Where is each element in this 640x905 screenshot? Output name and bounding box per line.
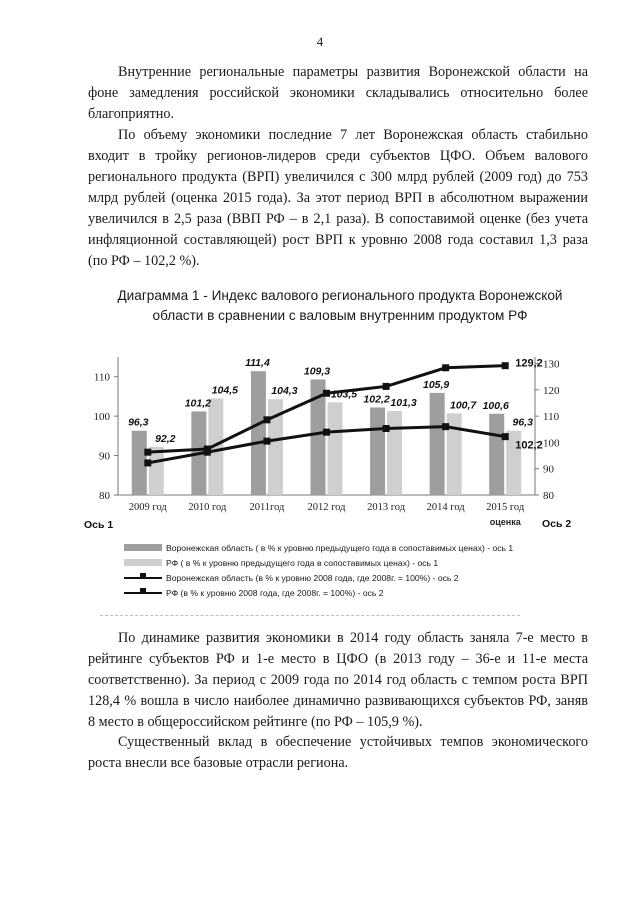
category-label: 2014 год [426, 502, 465, 513]
divider [100, 615, 520, 616]
voronezh-index-marker [323, 390, 330, 397]
category-label: 2012 год [307, 502, 346, 513]
legend-swatch [124, 577, 162, 579]
paragraph-3: По динамике развития экономики в 2014 году область заняла 7-е место в рейтинге субъектов РФ и 1-е место в ЦФО (в 2013 году – 36-е и 11-е места соответственно). За период с 2009 года по 2014 год область с темпом роста ВРП 128,4 % вошла в число наиболее динамично развивающихся субъектов РФ, заняв 8 место в общероссийском рейтинге (по РФ – 105,9 %). [88, 630, 588, 730]
bar-voronezh [430, 393, 445, 495]
line-end-label-rf: 102,2 [515, 439, 543, 452]
bar-label-rf: 96,3 [512, 416, 533, 429]
bar-label-rf: 100,7 [450, 399, 477, 412]
legend-swatch [124, 544, 162, 551]
bar-rf [387, 411, 402, 495]
bar-label-rf: 92,2 [155, 432, 176, 445]
bar-label-voronezh: 111,4 [245, 357, 270, 370]
paragraph-2: По объему экономики последние 7 лет Воронежская область стабильно входит в тройку регионов-лидеров среди субъектов ЦФО. Объем валового регионального продукта (ВРП) увеличился с 300 млрд рублей (2009 год) до 753 млрд рублей (оценка 2015 года). За этот период ВРП в абсолютном выражении увеличился в 2,5 раза (ВВП РФ – в 2,1 раза). В сопоставимой оценке (без учета инфляционной составляющей) рост ВРП к уровню 2008 года составил 1,3 раза (по РФ – 102,2 %). [88, 127, 588, 269]
right-tick-label: 110 [543, 411, 560, 424]
category-label: 2009 год [128, 502, 167, 513]
category-label: 2015 год [486, 502, 525, 513]
legend-entry-voronezh-bar [124, 540, 594, 555]
category-label: 2011год [249, 502, 285, 513]
bar-label-voronezh: 102,2 [363, 393, 390, 406]
axis-2-label: Ось 2 [542, 518, 572, 530]
bar-label-voronezh: 96,3 [128, 416, 149, 429]
voronezh-index-marker [502, 362, 509, 369]
left-tick-label: 110 [93, 371, 110, 384]
bar-label-voronezh: 101,2 [184, 397, 211, 410]
voronezh-index-marker [204, 446, 211, 453]
voronezh-index-marker [383, 383, 390, 390]
category-label: 2013 год [367, 502, 406, 513]
legend-label: Воронежская область ( в % к уровню предыдущего года в сопоставимых ценах) - ось 1 [166, 542, 514, 553]
gdp-index-chart [80, 345, 600, 535]
figure-caption [100, 286, 580, 326]
left-tick-label: 90 [99, 450, 110, 463]
chart-legend [124, 540, 594, 600]
legend-swatch [124, 559, 162, 566]
figure-caption-line-1: Диаграмма 1 - Индекс валового регионального продукта Воронежской [117, 288, 563, 303]
bar-rf [328, 402, 343, 495]
bar-label-voronezh: 105,9 [423, 378, 450, 391]
voronezh-index-marker [263, 416, 270, 423]
voronezh-index-marker [442, 364, 449, 371]
right-tick-label: 90 [543, 463, 554, 476]
axis-1-label: Ось 1 [84, 519, 114, 531]
right-tick-label: 120 [543, 384, 560, 397]
right-tick-label: 130 [543, 358, 560, 371]
rf-index-marker [442, 423, 449, 430]
page-number: 4 [316, 34, 324, 49]
rf-index-marker [144, 459, 151, 466]
bar-label-voronezh: 100,6 [482, 399, 509, 412]
line-end-label-voronezh: 129,2 [515, 357, 543, 370]
right-tick-label: 80 [543, 490, 554, 502]
legend-entry-rf-bar [124, 555, 594, 570]
bar-label-voronezh: 109,3 [303, 365, 331, 378]
legend-entry-rf-line [124, 585, 594, 600]
bar-label-rf: 101,3 [390, 397, 417, 410]
figure-caption-line-2: области в сравнении с валовым внутренним продуктом РФ [152, 308, 528, 323]
category-label: 2010 год [188, 502, 227, 513]
right-tick-label: 100 [543, 437, 560, 450]
legend-label: Воронежская область (в % к уровню 2008 года, где 2008г. = 100%) - ось 2 [166, 572, 459, 583]
bar-voronezh [251, 371, 266, 495]
voronezh-index-marker [144, 449, 151, 456]
bar-voronezh [370, 407, 385, 495]
rf-index-marker [383, 425, 390, 432]
legend-entry-voronezh-line [124, 570, 594, 585]
rf-index-marker [502, 433, 509, 440]
category-note: оценка [489, 517, 521, 527]
bar-label-rf: 103,5 [330, 388, 358, 401]
rf-index-marker [323, 429, 330, 436]
left-tick-label: 100 [93, 411, 110, 424]
paragraph-4: Существенный вклад в обеспечение устойчивых темпов экономического роста внесли все базовые отрасли региона. [88, 734, 588, 771]
bar-label-rf: 104,3 [271, 385, 298, 398]
bar-voronezh [489, 414, 504, 495]
paragraph-1: Внутренние региональные параметры развития Воронежской области на фоне замедления российской экономики складывались относительно более благоприятно. [88, 64, 588, 122]
bar-label-rf: 104,5 [211, 384, 238, 397]
legend-swatch [124, 592, 162, 594]
legend-label: РФ ( в % к уровню предыдущего года в сопоставимых ценах) - ось 1 [166, 557, 439, 568]
legend-label: РФ (в % к уровню 2008 года, где 2008г. = 100%) - ось 2 [166, 587, 384, 598]
left-tick-label: 80 [99, 490, 110, 502]
rf-index-marker [263, 438, 270, 445]
